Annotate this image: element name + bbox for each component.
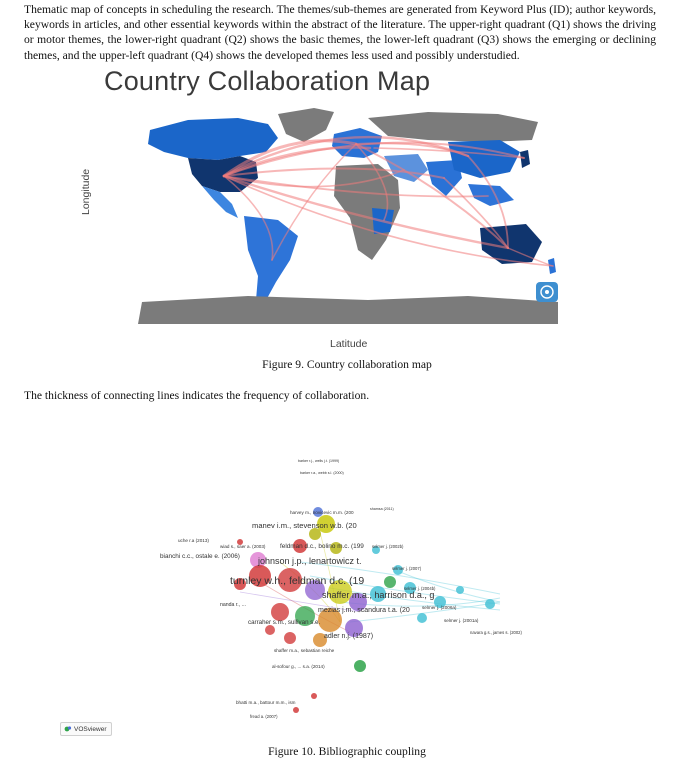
node-label: selmer j. (2002b) (372, 544, 404, 549)
bibliographic-network (140, 452, 560, 724)
node-label: turnley w.h., feldman d.c. (19 (230, 575, 365, 587)
node-label: fread a. (2007) (250, 714, 278, 719)
node-label: carraher s.m., sullivan s.e. (248, 619, 321, 626)
node-label: feldman d.c., bolino m.c. (199 (280, 543, 364, 550)
node-label: bianchi c.c., ostale e. (2006) (160, 553, 240, 560)
node-label: manev i.m., stevenson w.b. (20 (252, 521, 357, 530)
map-y-axis-label: Longitude (80, 168, 92, 215)
node-label: uche r.a (2013) (178, 538, 209, 543)
node-label: selmer j. (2001a) (444, 618, 479, 623)
node-label: barker r.a., webb s.l. (2000) (300, 471, 344, 475)
node-label: johnson j.p., lenartowicz t. (258, 556, 362, 566)
vosviewer-label: VOSviewer (74, 725, 107, 733)
node-label: bhatti m.a., battour m.m., ism (236, 700, 296, 705)
vosviewer-logo-icon (64, 725, 72, 733)
node-label: wiad s., saer a. (2003) (220, 544, 266, 549)
vosviewer-badge (60, 722, 112, 736)
node-label: adler n.j. (1987) (324, 633, 374, 640)
intro-paragraph: Thematic map of concepts in scheduling the research. The themes/sub-themes are generated from Keyword Plus (ID); author keywords, keywords in articles, and other essential keywords within the abstract of the literature. The upper-right quadrant (Q1) shows the driving or motor themes, the lower-right quadrant (Q2) shows the basic themes, the lower-left quadrant (Q3) shows the emerging or declining themes, and the upper-left quadrant (Q4) shows the developed themes less used and possibly understudied. (24, 3, 656, 62)
world-map (128, 100, 566, 328)
map-title: Country Collaboration Map (104, 66, 431, 96)
node-label: shamsa (2011) (370, 507, 394, 511)
node-label: al-sofour g., ... s.a. (2014) (272, 664, 325, 669)
map-badge-icon (536, 282, 558, 302)
node-label: nanda r., ... (220, 602, 246, 608)
body-text: The thickness of connecting lines indicates the frequency of collaboration. (24, 389, 370, 402)
node-label: navara g.s., james s. (2002) (470, 630, 522, 635)
map-x-axis-label: Latitude (330, 338, 368, 350)
node-label: selmer j. (2004b) (404, 586, 436, 591)
node-label: shaffer m.a., sebastian reiche (274, 648, 335, 653)
node-label: harvey m., novicevic m.m. (200 (290, 510, 354, 515)
figure10-caption: Figure 10. Bibliographic coupling (268, 745, 426, 758)
node-label: selmer j. (2006a) (422, 605, 457, 610)
figure9-caption: Figure 9. Country collaboration map (262, 358, 432, 371)
antarctica-shape (138, 296, 558, 324)
node-label: selmer j. (2007) (392, 566, 422, 571)
node-label: barker r.j., wells j.t. (1999) (298, 459, 340, 463)
node-label: shaffer m.a., harrison d.a., g (322, 590, 435, 600)
node-label: mezias j.m., scandura t.a. (20 (318, 607, 410, 614)
